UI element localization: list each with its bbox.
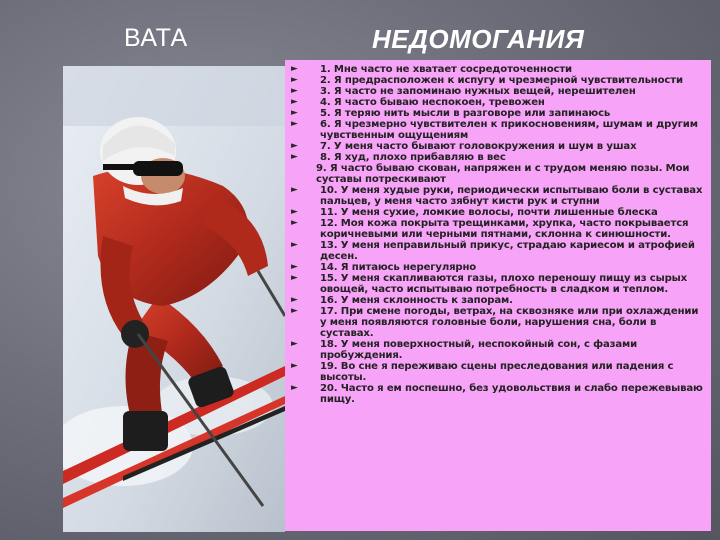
arrow-bullet-icon: ► bbox=[291, 64, 298, 74]
arrow-bullet-icon: ► bbox=[291, 218, 298, 228]
page-title: НЕДОМОГАНИЯ bbox=[372, 24, 585, 54]
item-text: 7. У меня часто бывают головокружения и шум в ушах bbox=[320, 141, 637, 152]
item-text: 17. При смене погоды, ветрах, на сквозняке или при охлаждении у меня появляются головные боли, нарушения сна, боли в суставах. bbox=[320, 306, 699, 339]
arrow-bullet-icon: ► bbox=[291, 339, 298, 349]
arrow-bullet-icon: ► bbox=[291, 273, 298, 283]
arrow-bullet-icon: ► bbox=[291, 97, 298, 107]
list-item bbox=[289, 240, 703, 262]
list-item bbox=[289, 119, 703, 141]
item-text: 9. Я часто бываю скован, напряжен и с трудом меняю позы. Мои суставы потрескивают bbox=[316, 163, 690, 185]
item-text: 16. У меня склонность к запорам. bbox=[320, 295, 513, 306]
arrow-bullet-icon: ► bbox=[291, 207, 298, 217]
item-text: 20. Часто я ем поспешно, без удовольствия и слабо пережевываю пищу. bbox=[320, 383, 703, 405]
list-item bbox=[289, 86, 703, 97]
item-text: 10. У меня худые руки, периодически испытываю боли в суставах пальцев, у меня часто зябнут кисти рук и ступни bbox=[320, 185, 703, 207]
list-item bbox=[289, 273, 703, 295]
list-item bbox=[289, 75, 703, 86]
arrow-bullet-icon: ► bbox=[291, 240, 298, 250]
list-item bbox=[289, 361, 703, 383]
list-item bbox=[289, 185, 703, 207]
list-item bbox=[289, 97, 703, 108]
list-item bbox=[289, 108, 703, 119]
item-text: 15. У меня скапливаются газы, плохо переношу пищу из сырых овощей, часто испытываю потребность в сладком и теплом. bbox=[320, 273, 688, 295]
arrow-bullet-icon: ► bbox=[291, 75, 298, 85]
list-item bbox=[289, 207, 703, 218]
arrow-bullet-icon: ► bbox=[291, 152, 298, 162]
list-item bbox=[289, 141, 703, 152]
item-text: 18. У меня поверхностный, неспокойный сон, с фазами пробуждения. bbox=[320, 339, 638, 361]
item-text: 5. Я теряю нить мысли в разговоре или запинаюсь bbox=[320, 108, 611, 119]
arrow-bullet-icon: ► bbox=[291, 86, 298, 96]
item-text: 6. Я чрезмерно чувствителен к прикосновениям, шумам и другим чувственным ощущениям bbox=[320, 119, 698, 141]
item-text: 19. Во сне я переживаю сцены преследования или падения с высоты. bbox=[320, 361, 674, 383]
skier-photo bbox=[63, 66, 285, 532]
list-item bbox=[289, 383, 703, 405]
item-text: 14. Я питаюсь нерегулярно bbox=[320, 262, 477, 273]
list-item bbox=[289, 152, 703, 163]
list-item bbox=[289, 163, 703, 185]
arrow-bullet-icon: ► bbox=[291, 185, 298, 195]
arrow-bullet-icon: ► bbox=[291, 361, 298, 371]
item-text: 12. Моя кожа покрыта трещинками, хрупка, часто покрывается коричневыми или черными пятнами, склонна к синюшности. bbox=[320, 218, 689, 240]
item-text: 13. У меня неправильный прикус, страдаю кариесом и атрофией десен. bbox=[320, 240, 695, 262]
skier-illustration bbox=[63, 66, 285, 532]
arrow-bullet-icon: ► bbox=[291, 306, 298, 316]
item-text: 11. У меня сухие, ломкие волосы, почти лишенные блеска bbox=[320, 207, 658, 218]
item-text: 3. Я часто не запоминаю нужных вещей, нерешителен bbox=[320, 86, 636, 97]
list-item bbox=[289, 64, 703, 75]
item-text: 1. Мне часто не хватает сосредоточенности bbox=[320, 64, 572, 75]
left-title: ВАТА bbox=[124, 24, 188, 52]
arrow-bullet-icon: ► bbox=[291, 108, 298, 118]
item-text: 4. Я часто бываю неспокоен, тревожен bbox=[320, 97, 545, 108]
item-text: 2. Я предрасположен к испугу и чрезмерной чувствительности bbox=[320, 75, 683, 86]
list-item bbox=[289, 306, 703, 339]
symptoms-panel bbox=[285, 60, 711, 531]
list-item bbox=[289, 295, 703, 306]
arrow-bullet-icon: ► bbox=[291, 295, 298, 305]
arrow-bullet-icon: ► bbox=[291, 119, 298, 129]
list-item bbox=[289, 218, 703, 240]
list-item bbox=[289, 262, 703, 273]
list-item bbox=[289, 339, 703, 361]
arrow-bullet-icon: ► bbox=[291, 262, 298, 272]
arrow-bullet-icon: ► bbox=[291, 383, 298, 393]
arrow-bullet-icon: ► bbox=[291, 141, 298, 151]
item-text: 8. Я худ, плохо прибавляю в вес bbox=[320, 152, 506, 163]
